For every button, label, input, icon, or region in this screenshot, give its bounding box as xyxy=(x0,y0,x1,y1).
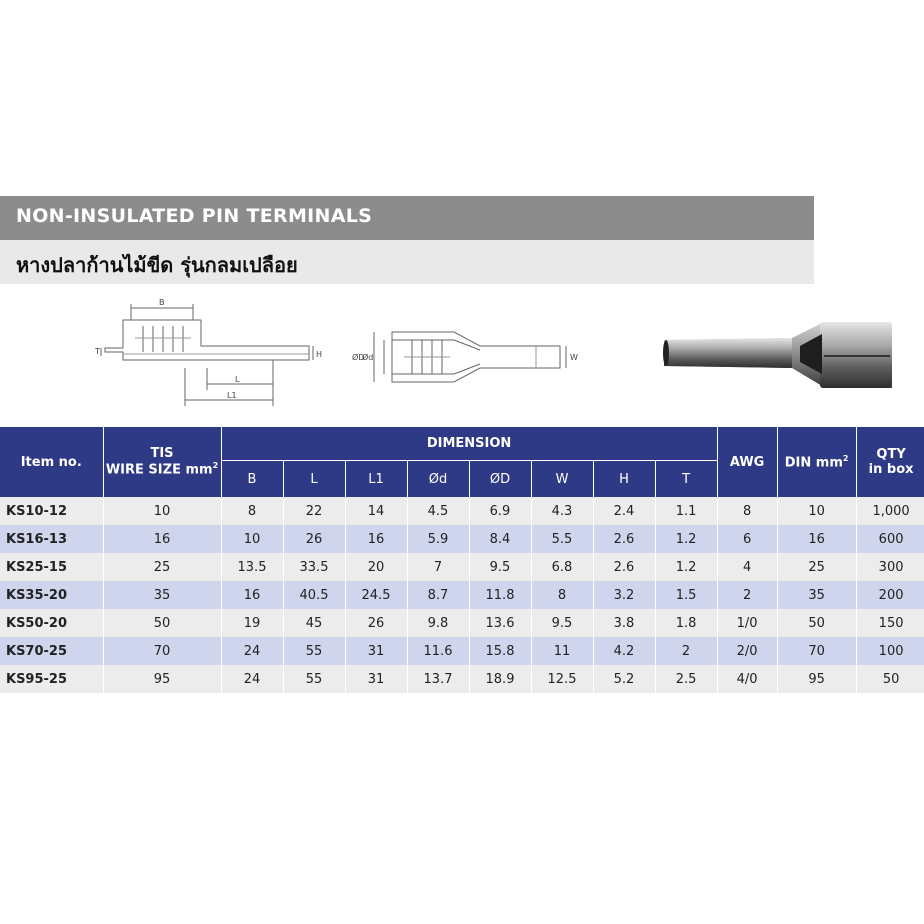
cell-l: 40.5 xyxy=(283,581,345,609)
dim-label-l1: L1 xyxy=(227,391,237,400)
cell-d: 13.7 xyxy=(407,665,469,693)
cell-qty: 1,000 xyxy=(856,497,924,525)
cell-din: 95 xyxy=(777,665,856,693)
table-row xyxy=(0,637,924,665)
cell-w: 12.5 xyxy=(531,665,593,693)
cell-od-upper: 9.5 xyxy=(469,553,531,581)
header-din xyxy=(777,427,856,497)
cell-h: 2.6 xyxy=(593,525,655,553)
cell-t: 1.5 xyxy=(655,581,717,609)
subtitle-bar xyxy=(0,240,814,284)
cell-din: 16 xyxy=(777,525,856,553)
cell-tis: 16 xyxy=(103,525,221,553)
cell-w: 8 xyxy=(531,581,593,609)
cell-tis: 25 xyxy=(103,553,221,581)
cell-w: 5.5 xyxy=(531,525,593,553)
cell-b: 19 xyxy=(221,609,283,637)
cell-w: 11 xyxy=(531,637,593,665)
table-row xyxy=(0,525,924,553)
cell-awg: 8 xyxy=(717,497,777,525)
cell-l1: 16 xyxy=(345,525,407,553)
cell-item: KS50-20 xyxy=(0,609,103,637)
cell-h: 2.6 xyxy=(593,553,655,581)
cell-item: KS70-25 xyxy=(0,637,103,665)
cell-l1: 20 xyxy=(345,553,407,581)
header-qty-label: QTY xyxy=(876,447,906,462)
header-dim-col: B xyxy=(221,461,283,498)
cell-d: 4.5 xyxy=(407,497,469,525)
cell-l1: 24.5 xyxy=(345,581,407,609)
cell-qty: 50 xyxy=(856,665,924,693)
cell-od-upper: 18.9 xyxy=(469,665,531,693)
header-dim-col: W xyxy=(531,461,593,498)
cell-tis: 50 xyxy=(103,609,221,637)
cell-tis: 35 xyxy=(103,581,221,609)
cell-awg: 6 xyxy=(717,525,777,553)
cell-l: 45 xyxy=(283,609,345,637)
table-row xyxy=(0,553,924,581)
top-view-diagram xyxy=(350,326,590,388)
cell-item: KS25-15 xyxy=(0,553,103,581)
cell-l1: 31 xyxy=(345,637,407,665)
cell-din: 50 xyxy=(777,609,856,637)
cell-od-upper: 11.8 xyxy=(469,581,531,609)
dim-label-l: L xyxy=(235,375,240,384)
cell-h: 3.2 xyxy=(593,581,655,609)
cell-item: KS35-20 xyxy=(0,581,103,609)
specification-table xyxy=(0,427,924,693)
pin-terminal-photo xyxy=(660,316,924,394)
cell-qty: 150 xyxy=(856,609,924,637)
header-wire-size-label: WIRE SIZE mm xyxy=(105,462,213,478)
cell-b: 8 xyxy=(221,497,283,525)
cell-tis: 95 xyxy=(103,665,221,693)
cell-w: 4.3 xyxy=(531,497,593,525)
cell-item: KS95-25 xyxy=(0,665,103,693)
header-tis-sup: 2 xyxy=(212,461,219,471)
cell-awg: 2/0 xyxy=(717,637,777,665)
dim-label-t: T xyxy=(95,347,100,356)
cell-l: 26 xyxy=(283,525,345,553)
cell-od-upper: 6.9 xyxy=(469,497,531,525)
header-qty xyxy=(856,427,924,497)
cell-d: 9.8 xyxy=(407,609,469,637)
cell-b: 16 xyxy=(221,581,283,609)
header-din-sup: 2 xyxy=(842,453,849,463)
cell-qty: 100 xyxy=(856,637,924,665)
cell-b: 13.5 xyxy=(221,553,283,581)
title-bar xyxy=(0,196,814,240)
header-dim-col: L xyxy=(283,461,345,498)
page-title: NON-INSULATED PIN TERMINALS xyxy=(16,205,373,227)
cell-t: 1.2 xyxy=(655,553,717,581)
cell-t: 1.8 xyxy=(655,609,717,637)
cell-h: 4.2 xyxy=(593,637,655,665)
dim-label-odd: Ød xyxy=(362,353,374,362)
cell-t: 2 xyxy=(655,637,717,665)
table-row xyxy=(0,581,924,609)
cell-b: 24 xyxy=(221,665,283,693)
cell-h: 5.2 xyxy=(593,665,655,693)
cell-w: 9.5 xyxy=(531,609,593,637)
cell-l: 55 xyxy=(283,637,345,665)
header-dim-col: Ød xyxy=(407,461,469,498)
dim-label-od: ØD xyxy=(352,353,365,362)
table-row xyxy=(0,609,924,637)
header-tis-label: TIS xyxy=(150,446,174,462)
cell-din: 70 xyxy=(777,637,856,665)
cell-din: 10 xyxy=(777,497,856,525)
cell-item: KS10-12 xyxy=(0,497,103,525)
dim-label-w: W xyxy=(570,353,578,362)
cell-awg: 4/0 xyxy=(717,665,777,693)
dim-label-h: H xyxy=(316,350,323,359)
header-tis-wire-size xyxy=(103,427,221,497)
header-in-box-label: in box xyxy=(868,462,914,477)
cell-d: 7 xyxy=(407,553,469,581)
cell-d: 5.9 xyxy=(407,525,469,553)
cell-din: 35 xyxy=(777,581,856,609)
cell-tis: 10 xyxy=(103,497,221,525)
table-row xyxy=(0,665,924,693)
cell-item: KS16-13 xyxy=(0,525,103,553)
header-awg: AWG xyxy=(717,427,777,497)
header-dim-col: H xyxy=(593,461,655,498)
cell-din: 25 xyxy=(777,553,856,581)
dim-label-b: B xyxy=(159,298,165,307)
cell-l: 22 xyxy=(283,497,345,525)
cell-b: 24 xyxy=(221,637,283,665)
cell-od-upper: 15.8 xyxy=(469,637,531,665)
page-subtitle: หางปลาก้านไม้ขีด รุ่นกลมเปลือย xyxy=(16,253,298,277)
cell-d: 8.7 xyxy=(407,581,469,609)
cell-awg: 2 xyxy=(717,581,777,609)
cell-l: 33.5 xyxy=(283,553,345,581)
header-dim-col: L1 xyxy=(345,461,407,498)
table-row xyxy=(0,497,924,525)
cell-l1: 26 xyxy=(345,609,407,637)
header-dim-col: T xyxy=(655,461,717,498)
cell-qty: 200 xyxy=(856,581,924,609)
side-view-diagram xyxy=(95,296,325,408)
header-item-no: Item no. xyxy=(0,427,103,497)
cell-t: 1.2 xyxy=(655,525,717,553)
cell-qty: 600 xyxy=(856,525,924,553)
cell-t: 2.5 xyxy=(655,665,717,693)
header-din-label: DIN mm xyxy=(784,455,843,471)
cell-t: 1.1 xyxy=(655,497,717,525)
cell-w: 6.8 xyxy=(531,553,593,581)
cell-od-upper: 13.6 xyxy=(469,609,531,637)
cell-l: 55 xyxy=(283,665,345,693)
header-dimension: DIMENSION xyxy=(221,427,717,461)
cell-h: 2.4 xyxy=(593,497,655,525)
header-dim-col: ØD xyxy=(469,461,531,498)
cell-awg: 4 xyxy=(717,553,777,581)
cell-d: 11.6 xyxy=(407,637,469,665)
cell-h: 3.8 xyxy=(593,609,655,637)
cell-b: 10 xyxy=(221,525,283,553)
cell-od-upper: 8.4 xyxy=(469,525,531,553)
cell-awg: 1/0 xyxy=(717,609,777,637)
cell-l1: 31 xyxy=(345,665,407,693)
cell-tis: 70 xyxy=(103,637,221,665)
cell-l1: 14 xyxy=(345,497,407,525)
cell-qty: 300 xyxy=(856,553,924,581)
